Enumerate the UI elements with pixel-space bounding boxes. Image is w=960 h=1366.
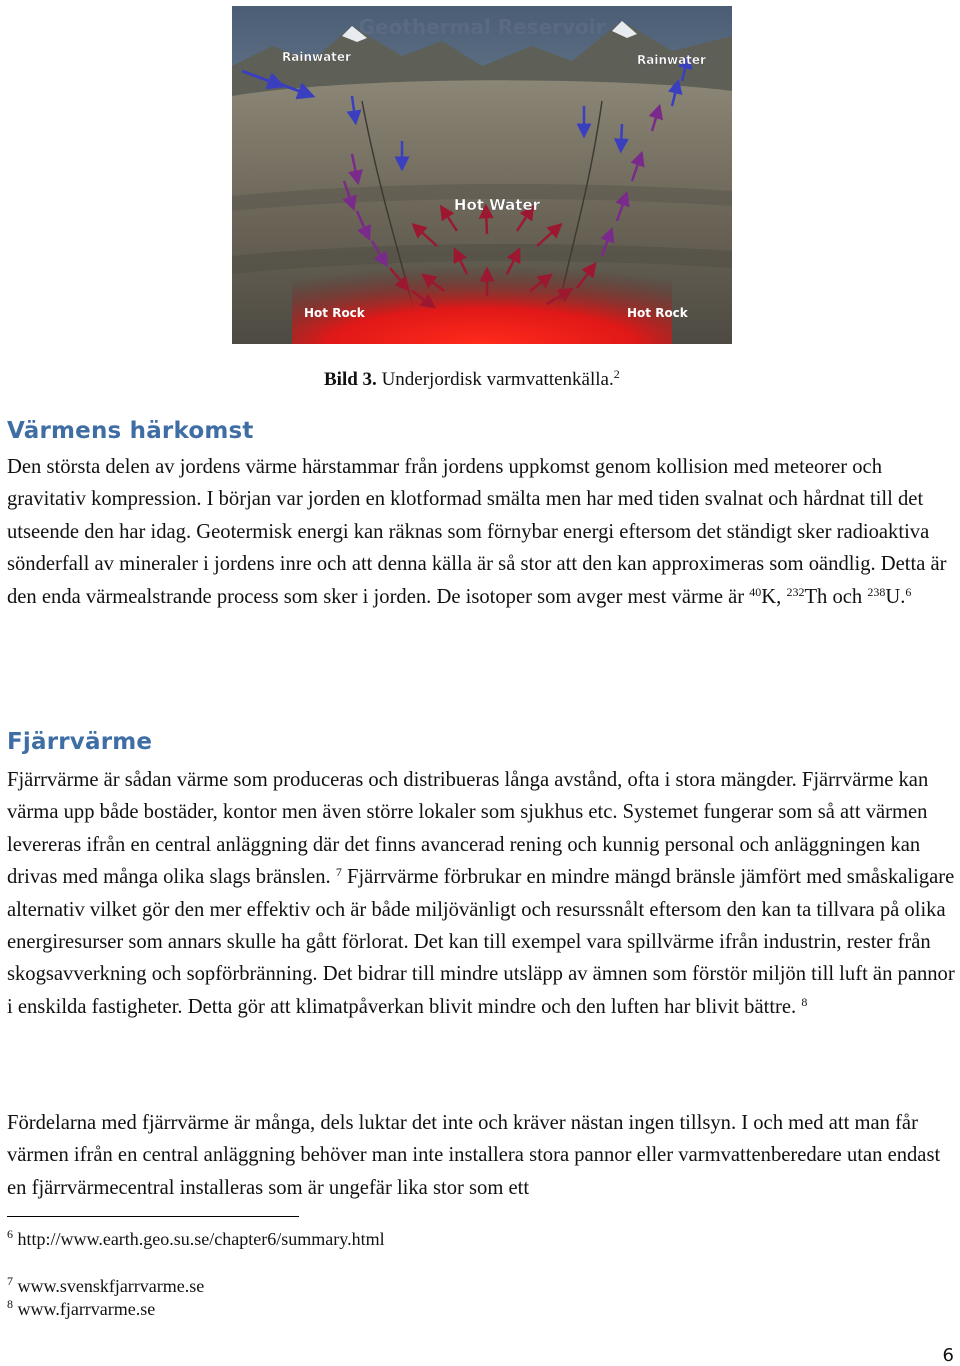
footnote-link[interactable]: http://www.earth.geo.su.se/chapter6/summary.html: [17, 1229, 385, 1249]
caption-label: Bild 3.: [324, 369, 377, 390]
footnote-ref-7: 7: [335, 865, 342, 880]
rainwater-label-right: Rainwater: [637, 53, 706, 67]
footnote-7: [7, 1276, 204, 1297]
caption-footnote-ref: 2: [613, 367, 620, 381]
geothermal-reservoir-figure: [232, 6, 732, 344]
isotope-th-mass: 232: [786, 584, 805, 599]
magma-chamber: [292, 256, 672, 344]
section1-text: Den största delen av jordens värme härstammar från jordens uppkomst genom kollision med meteorer och gravitativ kompression. I början var jorden en klotformad smälta men har med tiden svalnat och hårdnat till det utseende den har idag. Geotermisk energi kan räknas som förnybar energi eftersom det ständigt sker radioaktiva sönderfall av mineraler i jordens inre och att denna källa är så stor att den kan approximeras som oändlig. Detta är den enda värmealstrande process som sker i jorden. De isotoper som avger mest värme är: [7, 456, 947, 608]
isotope-k-mass: 40: [749, 584, 762, 599]
geothermal-diagram: [232, 6, 732, 344]
hot-water-label: Hot Water: [453, 196, 541, 214]
isotope-th-symbol: Th och: [804, 585, 868, 608]
figure-caption: [324, 369, 620, 391]
isotope-u-symbol: U.: [885, 585, 906, 608]
section2-paragraph-2: Fördelarna med fjärrvärme är många, dels luktar det inte och kräver nästan ingen tillsyn. I och med att man får värmen ifrån en central anläggning behöver man inte installera stora pannor eller varmvattenberedare utan endast en fjärrvärmecentral installeras som är ungefär lika stor som ett: [7, 1112, 941, 1199]
caption-text: Underjordisk varmvattenkälla.: [381, 369, 614, 390]
section1-paragraph: [7, 451, 955, 613]
page-number: 6: [942, 1345, 954, 1366]
section-heading-varmens-harkomst: Värmens härkomst: [7, 418, 254, 444]
rainwater-label-left: Rainwater: [282, 50, 351, 64]
hot-rock-label-right: Hot Rock: [627, 306, 688, 320]
section-heading-fjarrvarme: Fjärrvärme: [7, 729, 153, 755]
isotope-k-symbol: K,: [761, 585, 787, 608]
section2-paragraph-1: [7, 764, 955, 1023]
section2-text-2: Fjärrvärme förbrukar en mindre mängd bränsle jämfört med småskaligare alternativ vilket gör den mer effektiv och är både miljövänligt och resurssnålt eftersom den kan ta tillvara på olika energiresurser som annars skulle ha gått förlorat. Det kan till exempel vara spillvärme ifrån industrin, rester från skogsavverkning och sopförbränning. Det bidrar till mindre utsläpp av ämnen som förstör miljön till luft än pannor i enskilda fastigheter. Detta gör att klimatpåverkan blivit mindre och den luften har blivit bättre.: [7, 866, 955, 1018]
hot-rock-label-left: Hot Rock: [304, 306, 365, 320]
footnote-number: 7: [7, 1274, 13, 1288]
footnote-6: [7, 1229, 385, 1250]
footnote-link[interactable]: www.svenskfjarrvarme.se: [17, 1276, 205, 1296]
footnote-8: [7, 1299, 155, 1320]
footnote-separator: [7, 1216, 299, 1217]
section2-text-1: Fjärrvärme är sådan värme som produceras och distribueras långa avstånd, ofta i stora mängder. Fjärrvärme kan värma upp både bostäder, kontor men även större lokaler som sjukhus etc. Systemet fungerar som så att värmen levereras ifrån en central anläggning där det finns avancerad rening och kunnig personal och anläggningen kan drivas med många olika slags bränslen.: [7, 769, 929, 889]
footnote-ref-8: 8: [801, 994, 808, 1009]
footnote-link[interactable]: www.fjarrvarme.se: [17, 1299, 156, 1319]
footnote-number: 6: [7, 1227, 13, 1241]
figure-title: Geothermal Reservoir: [358, 15, 606, 39]
footnote-ref-6: 6: [905, 584, 912, 599]
footnote-number: 8: [7, 1297, 13, 1311]
isotope-u-mass: 238: [867, 584, 886, 599]
